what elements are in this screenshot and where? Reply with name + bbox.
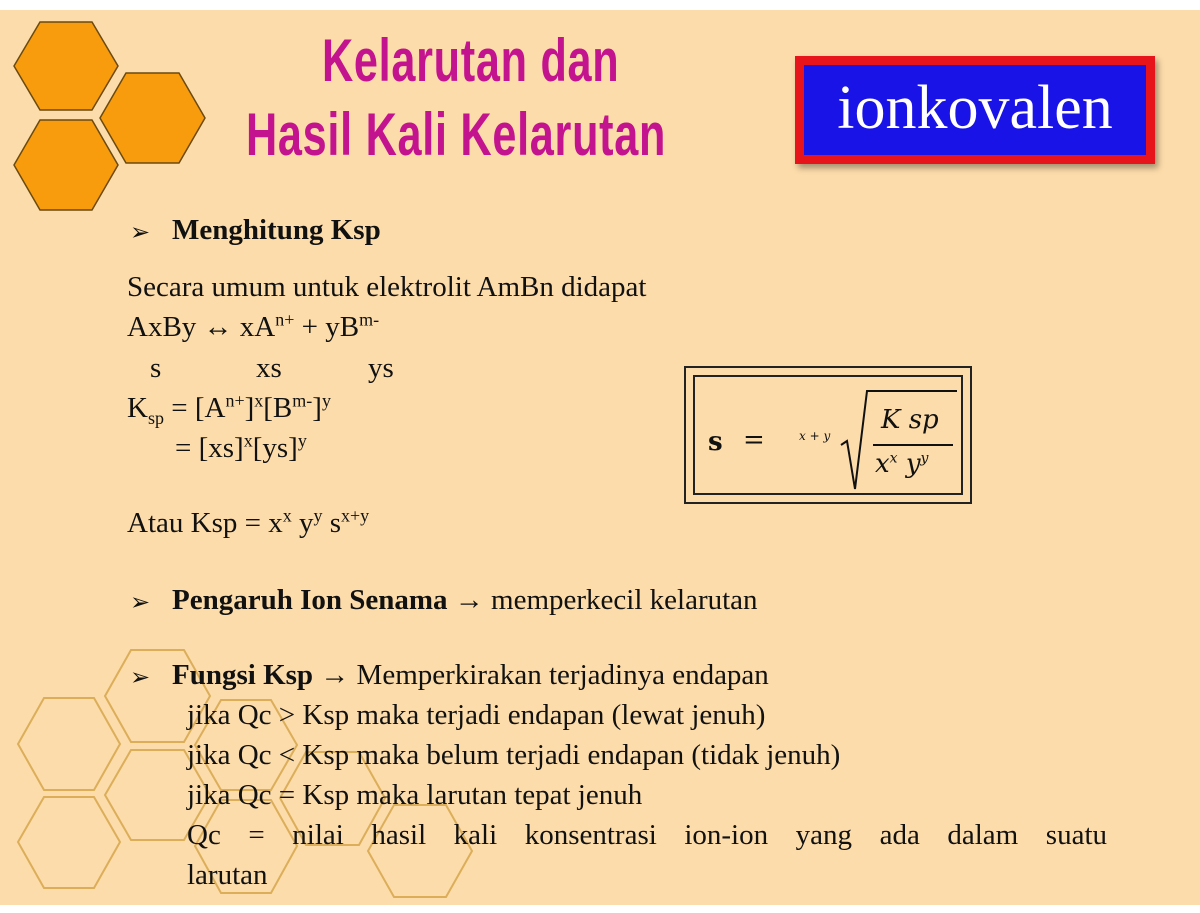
ion-senama-line: Pengaruh Ion Senama → memperkecil kelarutan (172, 584, 758, 616)
title-line-2: Hasil Kali Kelarutan (246, 101, 667, 168)
bullet-icon: ➢ (130, 665, 151, 691)
qc-definition: Qc = nilai hasil kali konsentrasi ion-ion yang ada dalam suatu (187, 819, 1107, 851)
condition-line: jika Qc = Ksp maka larutan tepat jenuh (187, 779, 643, 811)
title-line-1: Kelarutan dan (322, 27, 620, 94)
qc-definition-cont: larutan (187, 859, 268, 891)
atau-ksp: Atau Ksp = $x^x$ $y^y$ $s^{x+y}$ (127, 505, 370, 539)
solubility-formula-box (684, 366, 972, 504)
ksp-expression-2: = [xs]$^x$[ys]$^y$ (175, 430, 307, 464)
radical-sign (695, 377, 965, 499)
section-heading: Menghitung Ksp (172, 214, 381, 246)
bullet-icon: ➢ (130, 220, 151, 246)
formula-eq: = (743, 425, 765, 455)
row-ys: ys (368, 352, 394, 384)
row-xs: xs (256, 352, 282, 384)
formula-numerator: K sp (881, 405, 939, 435)
reaction-equation: AxBy ↔ $xA^{n+} + yB^{m-}$ (127, 309, 380, 343)
formula-lhs: s (708, 427, 723, 457)
logo-badge (795, 56, 1155, 164)
orange-hexagon (14, 22, 118, 110)
ksp-expression: $K_{sp} = [A^{n+}]^x[B^{m-}]^y$ (127, 390, 331, 428)
condition-line: jika Qc > Ksp maka terjadi endapan (lewat jenuh) (187, 699, 766, 731)
condition-line: jika Qc < Ksp maka belum terjadi endapan (tidak jenuh) (187, 739, 841, 771)
outline-hexagon (18, 698, 120, 790)
logo-text: ionkovalen (804, 65, 1146, 155)
formula-denominator: $x^x$ $y^y$ (875, 449, 929, 479)
outline-hexagon (18, 797, 120, 888)
intro-text: Secara umum untuk elektrolit AmBn didapat (127, 271, 647, 303)
bullet-icon: ➢ (130, 590, 151, 616)
root-index: x + y (799, 429, 831, 443)
orange-hexagon (100, 73, 205, 163)
row-s: s (150, 352, 162, 384)
fungsi-ksp-line: Fungsi Ksp → Memperkirakan terjadinya endapan (172, 659, 769, 691)
orange-hexagon (14, 120, 118, 210)
